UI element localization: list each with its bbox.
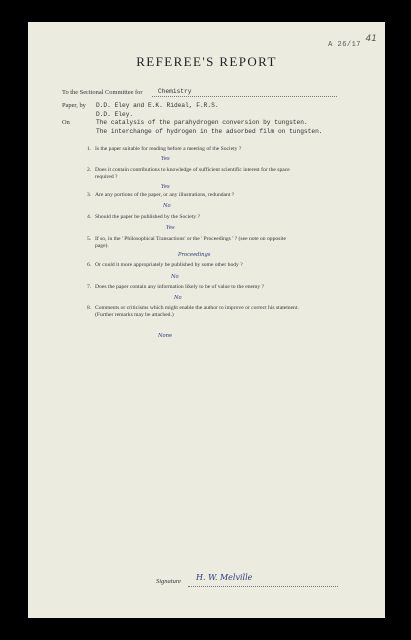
answer-4: Yes bbox=[166, 225, 175, 231]
report-sheet: A 26/17 41 REFEREE'S REPORT To the Sectional Committee for Chemistry Paper, by D.D. Eley and E.K. Rideal, F.R.S. D.D. Eley. On The catalysis of the parahydrogen conversion by tungsten. The interchange of hydrogen in the adsorbed film on tungsten. 1. Is the paper suitable for reading before a meeting of the Society ? Yes 2. Does it contain contributions to knowledge of sufficient scientific interest for the space required ? Yes 3. Are any portions of the paper, or any illustrations, redundant ? No 4. Should the paper be published by the Society ? Yes 5. If so, in the ' Philosophical Transactions' or the ' Proceedings ' ? (see note on opposite page). Proceedings 6. Or could it more appropriately be published by some other body ? No 7. Does the paper contain any information likely to be of value to the enemy ? No 8. Comments or criticisms which might enable the author to improve or correct his statement. (Further remarks may be attached.) None Signature H. W. Melville bbox=[28, 22, 385, 618]
answer-6: No bbox=[171, 274, 179, 280]
authors-line-2: D.D. Eley. bbox=[96, 111, 134, 118]
answer-8: None bbox=[158, 333, 173, 339]
answer-5: Proceedings bbox=[178, 252, 211, 258]
answer-2: Yes bbox=[161, 184, 170, 190]
paper-by-label: Paper, by bbox=[62, 102, 86, 109]
signature-rule bbox=[188, 586, 338, 587]
committee-label: To the Sectional Committee for bbox=[62, 89, 143, 96]
page-number: 41 bbox=[365, 34, 377, 44]
authors-line-1: D.D. Eley and E.K. Rideal, F.R.S. bbox=[96, 102, 219, 109]
signature-handwriting: H. W. Melville bbox=[196, 573, 253, 582]
committee-rule bbox=[152, 96, 337, 97]
paper-title-line-1: The catalysis of the parahydrogen conversion by tungsten. bbox=[96, 119, 308, 126]
page-title: REFEREE'S REPORT bbox=[136, 54, 277, 69]
paper-on-label: On bbox=[62, 119, 70, 126]
reference-number: A 26/17 bbox=[328, 41, 361, 49]
signature-label: Signature bbox=[156, 578, 182, 585]
paper-title-line-2: The interchange of hydrogen in the adsorbed film on tungsten. bbox=[96, 128, 323, 135]
answer-7: No bbox=[174, 295, 182, 301]
answer-3: No bbox=[163, 203, 171, 209]
answer-1: Yes bbox=[161, 156, 170, 162]
committee-value: Chemistry bbox=[158, 88, 192, 95]
